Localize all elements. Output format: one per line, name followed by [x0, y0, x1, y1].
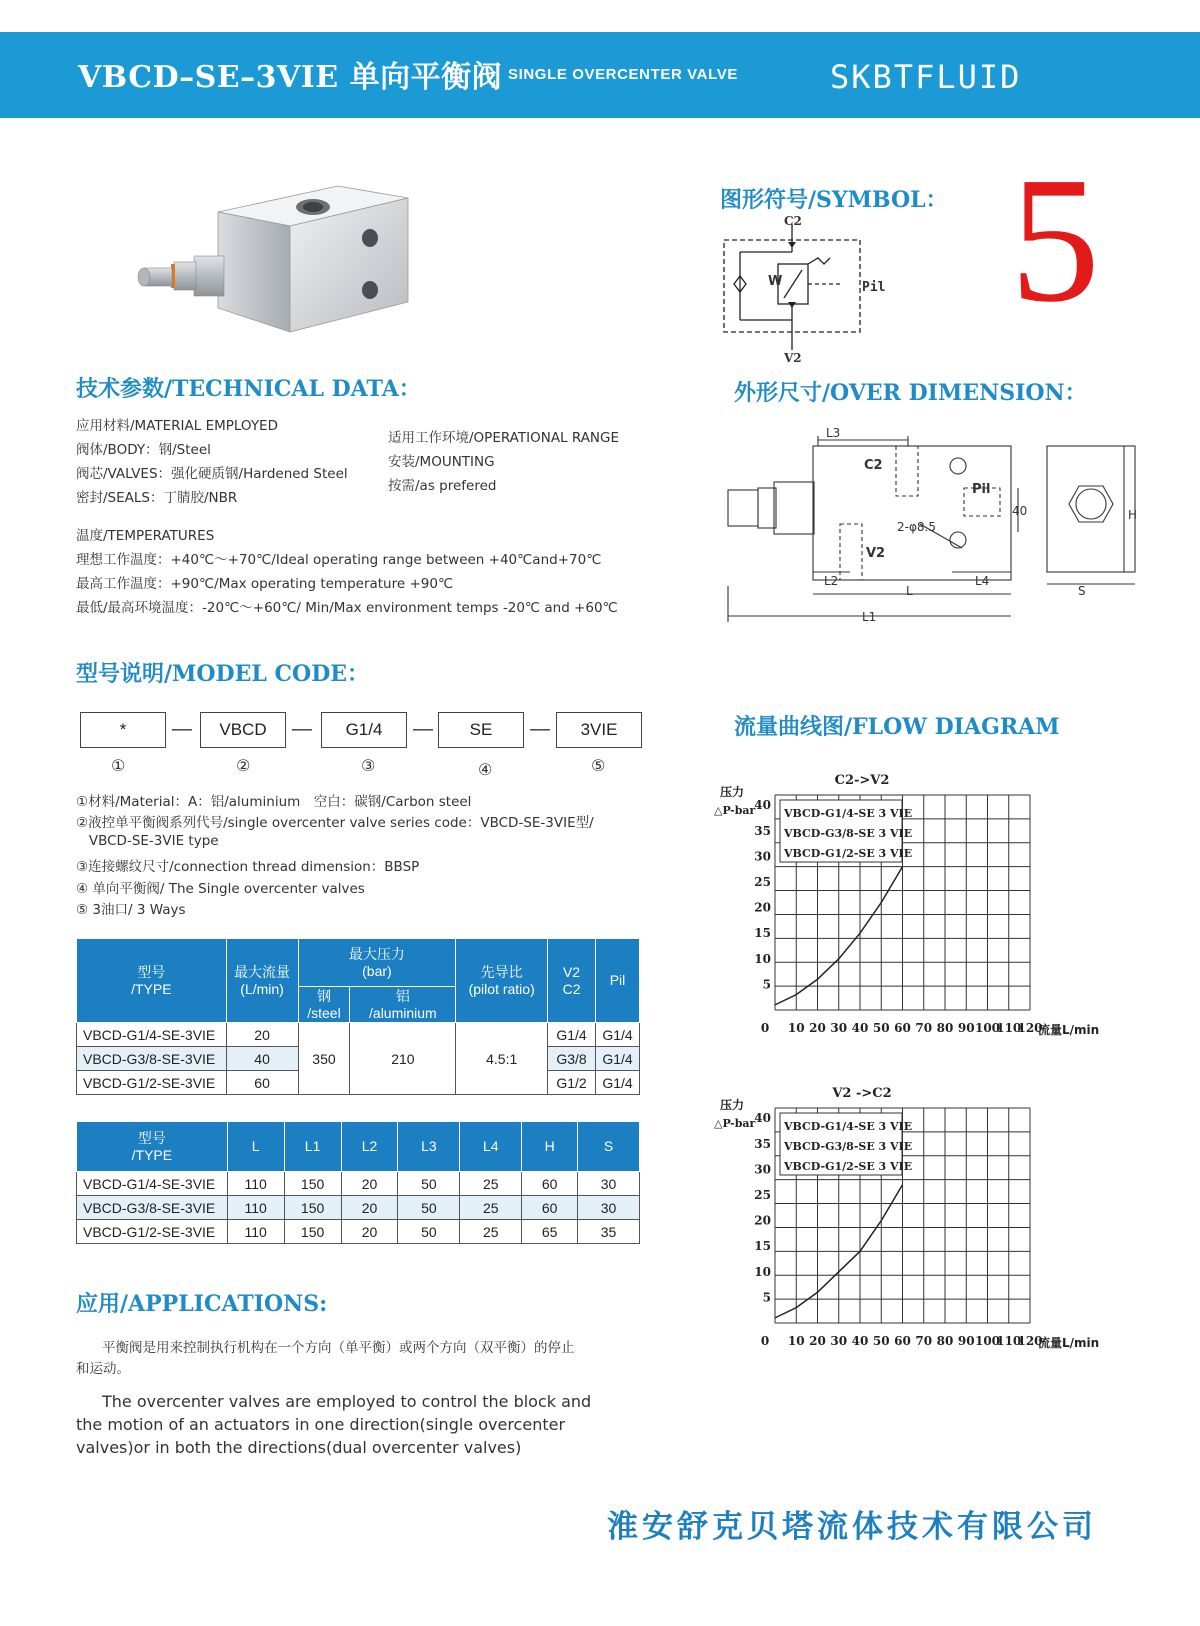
- th-type: 型号 /TYPE: [77, 1122, 228, 1172]
- x-tick-label: 60: [894, 1021, 911, 1035]
- th-pressure: 最大压力 (bar): [298, 939, 456, 987]
- dim-s-label: S: [1078, 584, 1086, 598]
- y-tick-label: 35: [754, 823, 771, 838]
- model-box-series: VBCD: [200, 712, 286, 748]
- x-tick-label: 90: [957, 1021, 975, 1035]
- x-tick-label: 40: [851, 1021, 869, 1035]
- flow-chart-c2-v2: [714, 770, 1160, 1045]
- dimension-heading: 外形尺寸/OVER DIMENSION：: [734, 380, 1087, 406]
- company-name: 淮安舒克贝塔流体技术有限公司: [607, 1509, 1097, 1545]
- model-num: ②: [236, 756, 251, 775]
- brand-name: SKBTFLUID: [830, 58, 1022, 96]
- hydraulic-symbol: [720, 212, 920, 362]
- dim-l-label: L: [906, 584, 913, 598]
- app-cn-1: 平衡阀是用来控制执行机构在一个方向（单平衡）或两个方向（双平衡）的停止: [102, 1340, 575, 1356]
- x-tick-label: 90: [957, 1334, 975, 1348]
- x-tick-label: 70: [915, 1334, 933, 1348]
- model-note: ②液控单平衡阀系列代号/single overcenter valve series code：VBCD-SE-3VIE型/: [76, 815, 594, 831]
- legend-entry: VBCD-G1/2-SE 3 VIE: [784, 847, 913, 860]
- x-tick-label: 0: [760, 1334, 770, 1348]
- y-tick-label: 35: [754, 1136, 771, 1151]
- x-tick-label: 30: [830, 1021, 848, 1035]
- x-tick-label: 100: [974, 1334, 1001, 1348]
- y-tick-label: 25: [754, 875, 771, 890]
- x-tick-label: 50: [872, 1334, 890, 1348]
- table-row: VBCD-G3/8-SE-3VIE 110 150 20 50 25 60 30: [77, 1196, 640, 1220]
- legend-entry: VBCD-G3/8-SE 3 VIE: [784, 1140, 913, 1153]
- legend-entry: VBCD-G1/4-SE 3 VIE: [784, 1120, 913, 1133]
- y-axis-unit: △P-bar: [714, 1117, 756, 1130]
- x-tick-label: 70: [915, 1021, 933, 1035]
- th-flow: 最大流量 (L/min): [226, 939, 298, 1023]
- th-pilot: 先导比 (pilot ratio): [456, 939, 548, 1023]
- dim-holes-label: 2-φ8.5: [897, 520, 936, 534]
- table-row: VBCD-G1/2-SE-3VIE 110 150 20 50 25 65 35: [77, 1220, 640, 1244]
- model-note: ④ 单向平衡阀/ The Single overcenter valves: [76, 881, 365, 897]
- symbol-pil-label: Pil: [862, 280, 886, 295]
- symbol-heading: 图形符号/SYMBOL：: [720, 187, 948, 213]
- dim-40-label: 40: [1012, 504, 1028, 518]
- y-axis-label: 压力: [720, 1098, 745, 1112]
- dim-pil-label: Pil: [972, 482, 991, 497]
- legend-entry: VBCD-G3/8-SE 3 VIE: [784, 827, 913, 840]
- model-num: ③: [361, 756, 376, 775]
- symbol-w-label: W: [768, 274, 783, 289]
- applications-heading: 应用/APPLICATIONS:: [76, 1291, 328, 1317]
- x-tick-label: 110: [996, 1021, 1022, 1035]
- tech-op-range: 适用工作环境/OPERATIONAL RANGE: [388, 430, 620, 446]
- model-dash: —: [292, 718, 312, 740]
- y-tick-label: 25: [754, 1188, 771, 1203]
- y-tick-label: 15: [754, 926, 771, 941]
- x-tick-label: 120: [1017, 1021, 1043, 1035]
- th-type: 型号 /TYPE: [77, 939, 227, 1023]
- tech-material: 应用材料/MATERIAL EMPLOYED: [76, 418, 278, 434]
- chart-title: C2->V2: [834, 773, 890, 788]
- tech-temp-ideal: 理想工作温度：+40℃～+70℃/Ideal operating range between +40℃and+70℃: [76, 552, 602, 568]
- model-box-type: SE: [438, 712, 524, 748]
- y-tick-label: 15: [754, 1239, 771, 1254]
- dim-l3-label: L3: [826, 426, 841, 440]
- flow-chart-v2-c2: [714, 1083, 1160, 1358]
- dim-v2-label: V2: [866, 546, 886, 561]
- x-tick-label: 10: [787, 1334, 805, 1348]
- model-num: ①: [111, 756, 126, 775]
- dim-h-label: H: [1128, 508, 1138, 522]
- x-tick-label: 20: [809, 1334, 826, 1348]
- tech-as-prefered: 按需/as prefered: [388, 478, 497, 494]
- app-cn-2: 和运动。: [76, 1361, 130, 1377]
- flow-heading: 流量曲线图/FLOW DIAGRAM: [734, 714, 1060, 740]
- dimension-table: 型号 /TYPE L L1 L2 L3 L4 H S VBCD-G1/4-SE-3VIE 110 150 20 50 25 60 30 VBCD-G3/8-SE-3VIE 110 150 20 50 25 60 30 VBCD-G1/2-SE-3VIE 110 150 20 50 25 65 35: [76, 1121, 640, 1244]
- tech-body: 阀体/BODY：钢/Steel: [76, 442, 211, 458]
- x-axis-label: 流量L/min: [1038, 1023, 1100, 1037]
- x-tick-label: 80: [936, 1021, 954, 1035]
- y-tick-label: 5: [762, 1290, 771, 1305]
- page-subtitle: SINGLE OVERCENTER VALVE: [508, 66, 738, 83]
- y-axis-unit: △P-bar: [714, 804, 756, 817]
- x-tick-label: 50: [872, 1021, 890, 1035]
- tech-mounting: 安装/MOUNTING: [388, 454, 495, 470]
- dim-l1-label: L1: [862, 610, 877, 624]
- model-box-thread: G1/4: [321, 712, 407, 748]
- th-steel: 钢 /steel: [298, 987, 350, 1023]
- legend-entry: VBCD-G1/4-SE 3 VIE: [784, 807, 913, 820]
- model-note: ①材料/Material：A：铝/aluminium 空白：碳钢/Carbon steel: [76, 794, 472, 810]
- model-note: ③连接螺纹尺寸/connection thread dimension：BBSP: [76, 859, 420, 875]
- y-tick-label: 5: [762, 977, 771, 992]
- table-row: VBCD-G1/2-SE-3VIE 60 G1/2 G1/4: [77, 1071, 640, 1095]
- x-tick-label: 0: [760, 1021, 770, 1035]
- app-en-1: The overcenter valves are employed to control the block and: [102, 1392, 592, 1411]
- app-en-3: valves)or in both the directions(dual overcenter valves): [76, 1438, 522, 1457]
- table-row: VBCD-G1/4-SE-3VIE 20 350 210 4.5:1 G1/4 G1/4: [77, 1023, 640, 1047]
- x-tick-label: 30: [830, 1334, 848, 1348]
- dim-l4-label: L4: [975, 574, 990, 588]
- x-tick-label: 20: [809, 1021, 826, 1035]
- x-tick-label: 100: [974, 1021, 1001, 1035]
- dim-c2-label: C2: [864, 458, 883, 473]
- model-dash: —: [530, 718, 550, 740]
- x-tick-label: 120: [1017, 1334, 1043, 1348]
- table-row: VBCD-G3/8-SE-3VIE 40 G3/8 G1/4: [77, 1047, 640, 1071]
- spec-table: [76, 938, 640, 1095]
- y-tick-label: 20: [754, 1213, 771, 1228]
- model-note: ⑤ 3油口/ 3 Ways: [76, 902, 186, 918]
- th-v2c2: V2 C2: [548, 939, 596, 1023]
- x-tick-label: 60: [894, 1334, 911, 1348]
- model-dash: —: [413, 718, 433, 740]
- tech-valves: 阀芯/VALVES：强化硬质钢/Hardened Steel: [76, 466, 348, 482]
- x-tick-label: 110: [996, 1334, 1022, 1348]
- legend-entry: VBCD-G1/2-SE 3 VIE: [784, 1160, 913, 1173]
- symbol-v2-label: V2: [784, 351, 802, 365]
- app-en-2: the motion of an actuators in one direction(single overcenter: [76, 1415, 566, 1434]
- symbol-c2-label: C2: [784, 214, 802, 228]
- y-tick-label: 40: [754, 798, 771, 813]
- model-dash: —: [172, 718, 192, 740]
- model-box-material: *: [80, 712, 166, 748]
- tech-temps: 温度/TEMPERATURES: [76, 528, 215, 544]
- model-num: ④: [478, 760, 493, 779]
- page-number: 5: [1010, 140, 1100, 339]
- y-tick-label: 10: [754, 1264, 771, 1279]
- y-axis-label: 压力: [720, 785, 745, 799]
- model-num: ⑤: [591, 756, 606, 775]
- tech-temp-env: 最低/最高环境温度：-20℃～+60℃/ Min/Max environment temps -20℃ and +60℃: [76, 600, 618, 616]
- y-tick-label: 10: [754, 951, 771, 966]
- page-title: VBCD–SE–3VIE 单向平衡阀: [78, 60, 503, 95]
- th-aluminium: 铝 /aluminium: [350, 987, 456, 1023]
- tech-seals: 密封/SEALS：丁腈胶/NBR: [76, 490, 238, 506]
- chart-title: V2 ->C2: [832, 1086, 892, 1101]
- y-tick-label: 30: [754, 1162, 771, 1177]
- model-code-heading: 型号说明/MODEL CODE：: [76, 661, 370, 687]
- x-axis-label: 流量L/min: [1038, 1336, 1100, 1350]
- dim-l2-label: L2: [824, 574, 839, 588]
- tech-temp-max: 最高工作温度：+90℃/Max operating temperature +90℃: [76, 576, 454, 592]
- x-tick-label: 80: [936, 1334, 954, 1348]
- x-tick-label: 10: [787, 1021, 805, 1035]
- y-tick-label: 20: [754, 900, 771, 915]
- th-pil: Pil: [596, 939, 640, 1023]
- table-row: VBCD-G1/4-SE-3VIE 110 150 20 50 25 60 30: [77, 1172, 640, 1196]
- x-tick-label: 40: [851, 1334, 869, 1348]
- y-tick-label: 30: [754, 849, 771, 864]
- y-tick-label: 40: [754, 1111, 771, 1126]
- technical-heading: 技术参数/TECHNICAL DATA：: [76, 376, 421, 402]
- model-box-ways: 3VIE: [556, 712, 642, 748]
- model-note: VBCD-SE-3VIE type: [76, 833, 219, 849]
- product-photo: [130, 180, 430, 340]
